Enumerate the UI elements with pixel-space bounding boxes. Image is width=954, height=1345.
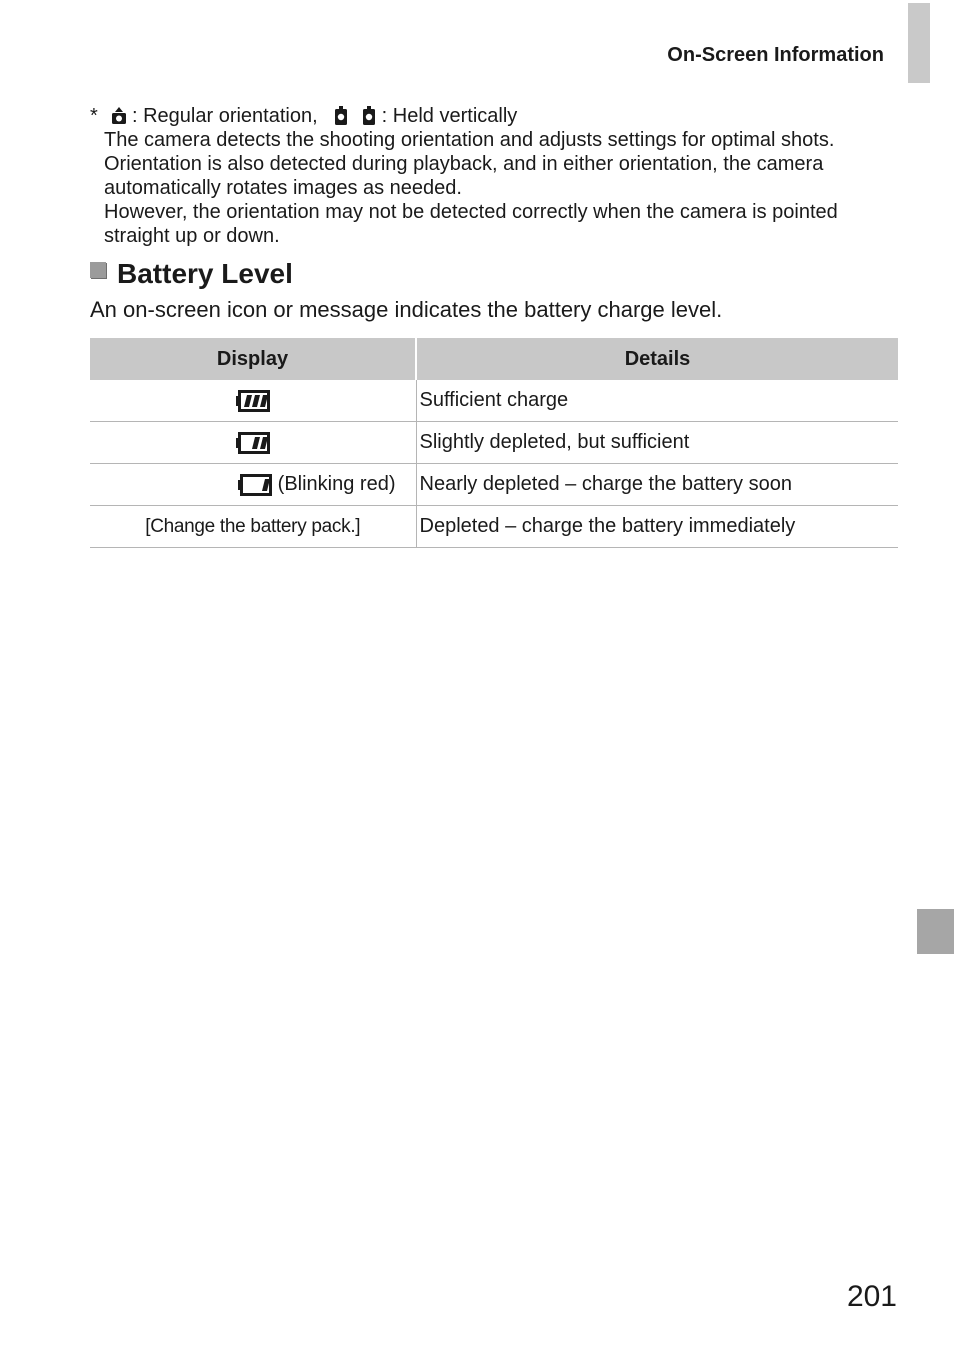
footnote-line: Orientation is also detected during playback, and in either orientation, the camera: [104, 153, 824, 175]
details-text: Slightly depleted, but sufficient: [419, 431, 690, 453]
chapter-index-tab: [917, 909, 954, 954]
running-header: On-Screen Information: [667, 44, 884, 66]
regular-orientation-label: : Regular orientation,: [132, 105, 318, 127]
camera-upright-icon: [110, 106, 128, 126]
details-cell: [416, 422, 898, 464]
table-header-row: [90, 338, 898, 380]
vertical-orientation-label: : Held vertically: [381, 105, 518, 127]
details-cell: [416, 506, 898, 548]
section-intro: An on-screen icon or message indicates the battery charge level.: [90, 297, 723, 322]
battery-level-table: [90, 338, 898, 548]
page-number: 201: [846, 1280, 897, 1313]
heading-bullet-icon: [90, 262, 106, 278]
details-cell: [416, 380, 898, 422]
footnote-line: straight up or down.: [104, 225, 280, 247]
footnote-marker: *: [90, 105, 98, 127]
footnote-body: [90, 128, 890, 248]
details-text: Depleted – charge the battery immediately: [419, 515, 796, 537]
details-text: Sufficient charge: [419, 389, 569, 411]
section-title: Battery Level: [117, 258, 293, 289]
camera-rotated-right-icon: [360, 106, 378, 126]
battery-full-icon: [236, 390, 270, 412]
display-cell: [90, 422, 416, 464]
display-cell: [90, 380, 416, 422]
camera-rotated-left-icon: [332, 106, 350, 126]
battery-low-icon: [238, 474, 272, 496]
section-tab-marker: [908, 3, 930, 83]
battery-medium-icon: [236, 432, 270, 454]
table-row: [90, 506, 898, 548]
footnote-line: However, the orientation may not be detected correctly when the camera is pointed: [104, 201, 838, 223]
section-heading: [90, 258, 293, 290]
blinking-note: (Blinking red): [277, 473, 396, 495]
footnote-legend: [90, 104, 890, 128]
change-battery-message: [Change the battery pack.]: [145, 515, 361, 537]
details-text: Nearly depleted – charge the battery soon: [419, 473, 792, 495]
details-cell: [416, 464, 898, 506]
display-cell: [90, 464, 416, 506]
footnote-line: The camera detects the shooting orientation and adjusts settings for optimal shots.: [104, 129, 835, 151]
display-cell: [90, 506, 416, 548]
table-row: [90, 422, 898, 464]
table-row: [90, 464, 898, 506]
column-header-display: Display: [90, 338, 416, 380]
footnote-line: automatically rotates images as needed.: [104, 177, 462, 199]
table-row: [90, 380, 898, 422]
orientation-footnote: [90, 104, 890, 248]
column-header-details: Details: [416, 338, 898, 380]
